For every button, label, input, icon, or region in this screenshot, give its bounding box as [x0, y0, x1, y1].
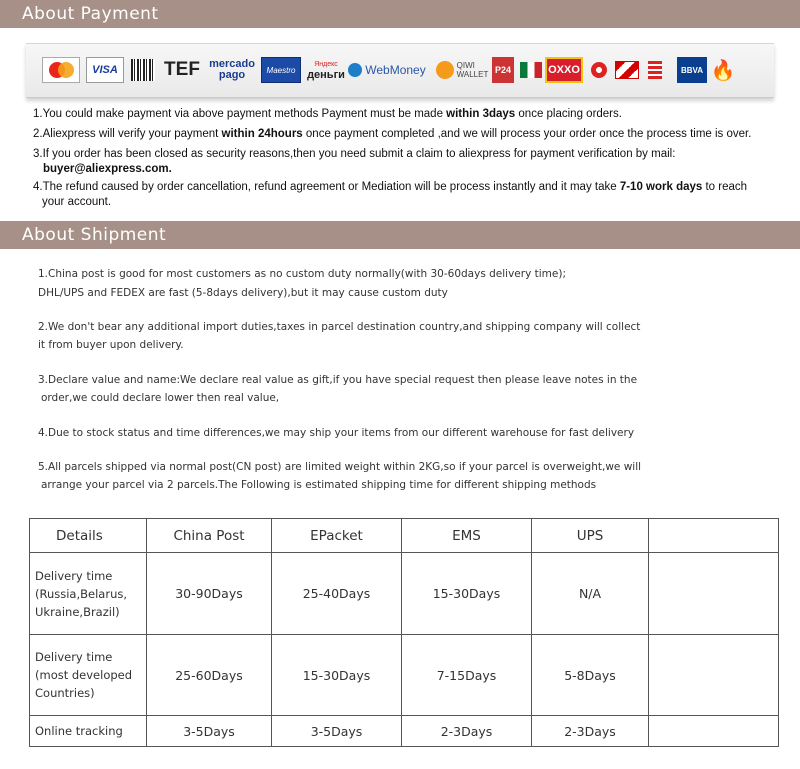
payment-logo-strip: [26, 43, 774, 98]
table-header-cell: EMS: [402, 519, 532, 553]
table-header-row: [30, 519, 779, 553]
table-cell: [649, 635, 779, 716]
maestro-logo: Maestro: [261, 57, 301, 83]
webmoney-logo: WebMoney: [348, 57, 426, 83]
shipping-time-table: [29, 518, 779, 747]
payment-term-2: 2.Aliexpress will verify your payment within 24hours once payment completed ,and we will process your order once the process time is over.: [33, 128, 752, 140]
przelewy24-logo: P24: [492, 57, 514, 83]
hsbc-logo: [612, 57, 642, 83]
table-cell: [649, 553, 779, 635]
shipment-term-3-cont: order,we could declare lower then real value,: [41, 392, 280, 404]
table-row: [30, 716, 779, 747]
bank-rose-logo: [588, 57, 610, 83]
globe-icon: [348, 63, 362, 77]
table-cell: 5-8Days: [532, 635, 649, 716]
mexico-flag: [518, 57, 544, 83]
about-shipment-header: About Shipment: [0, 221, 800, 249]
mastercard-logo: [42, 57, 80, 83]
table-cell: N/A: [532, 553, 649, 635]
table-header-cell: [649, 519, 779, 553]
row-label: Online tracking: [30, 716, 147, 747]
table-cell: 25-60Days: [147, 635, 272, 716]
shipment-term-4: 4.Due to stock status and time differences,we may ship your items from our different warehouse for fast delivery: [38, 427, 635, 439]
shipment-term-5-cont: arrange your parcel via 2 parcels.The Following is estimated shipping time for different shipping methods: [41, 479, 597, 491]
shipment-term-1: 1.China post is good for most customers as no custom duty normally(with 30-60days delivery time);: [38, 268, 566, 280]
bank-stripes-logo: [646, 57, 664, 83]
table-cell: [649, 716, 779, 747]
payment-term-4: 4.The refund caused by order cancellation, refund agreement or Mediation will be process instantly and it may take 7-10 work days to reach: [33, 181, 748, 193]
shipment-term-2-cont: it from buyer upon delivery.: [38, 339, 184, 351]
oxxo-logo: OXXO: [545, 57, 583, 83]
boleto-logo: [130, 57, 156, 83]
visa-logo: VISA: [86, 57, 124, 83]
table-cell: 3-5Days: [272, 716, 402, 747]
shipment-term-1-cont: DHL/UPS and FEDEX are fast (5-8days delivery),but it may cause custom duty: [38, 287, 448, 299]
row-label: Delivery time (most developed Countries): [30, 635, 147, 716]
table-cell: 15-30Days: [272, 635, 402, 716]
table-header-cell: EPacket: [272, 519, 402, 553]
qiwi-wallet-logo: QIWI WALLET: [434, 57, 490, 83]
table-cell: 2-3Days: [402, 716, 532, 747]
table-cell: 3-5Days: [147, 716, 272, 747]
table-header-cell: Details: [30, 519, 147, 553]
table-cell: 7-15Days: [402, 635, 532, 716]
shipment-term-2: 2.We don't bear any additional import duties,taxes in parcel destination country,and shipping company will collect: [38, 321, 641, 333]
table-cell: 30-90Days: [147, 553, 272, 635]
santander-logo: 🔥: [710, 59, 736, 82]
payment-term-3: 3.If you order has been closed as security reasons,then you need submit a claim to aliexpress for payment verification by mail:: [33, 148, 676, 160]
row-label: Delivery time (Russia,Belarus, Ukraine,Brazil): [30, 553, 147, 635]
table-cell: 25-40Days: [272, 553, 402, 635]
table-header-cell: China Post: [147, 519, 272, 553]
bbva-logo: BBVA: [677, 57, 707, 83]
mercadopago-logo: mercado pago: [209, 58, 255, 81]
tef-logo: TEF: [164, 59, 200, 80]
contact-email: buyer@aliexpress.com.: [43, 163, 172, 175]
shipment-term-5: 5.All parcels shipped via normal post(CN post) are limited weight within 2KG,so if your parcel is overweight,we will: [38, 461, 642, 473]
shipment-term-3: 3.Declare value and name:We declare real value as gift,if you have special request then please leave notes in the: [38, 374, 638, 386]
payment-term-1: 1.You could make payment via above payment methods Payment must be made within 3days once placing orders.: [33, 108, 622, 120]
table-row: [30, 635, 779, 716]
table-cell: 2-3Days: [532, 716, 649, 747]
about-payment-header: About Payment: [0, 0, 800, 28]
table-header-cell: UPS: [532, 519, 649, 553]
table-cell: 15-30Days: [402, 553, 532, 635]
table-row: [30, 553, 779, 635]
payment-term-4-cont: your account.: [42, 196, 112, 208]
yandex-money-logo: Яндекс деньги: [307, 61, 345, 81]
